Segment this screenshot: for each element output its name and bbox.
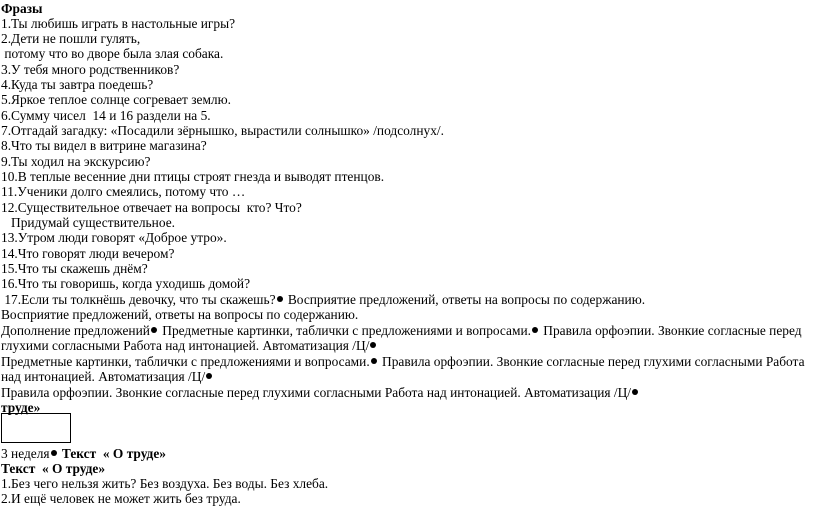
text-title: Текст « О труде» <box>1 461 106 476</box>
orthoepy-text: Правила орфоэпии. Звонкие согласные перед глухими согласными Работа над интонацией. Автоматизация /Ц/ <box>1 385 632 400</box>
perception-line: Восприятие предложений, ответы на вопросы по содержанию. <box>1 307 359 322</box>
addition-text: Дополнение предложений <box>1 323 150 338</box>
empty-box <box>1 413 71 443</box>
bullet-icon <box>532 327 538 333</box>
phrase-line: 16.Что ты говоришь, когда уходишь домой? <box>1 276 251 291</box>
week-line <box>1 446 166 461</box>
phrase-line: 14.Что говорят люди вечером? <box>1 246 175 261</box>
phrase-17-note: Восприятие предложений, ответы на вопросы по содержанию. <box>284 292 646 307</box>
phrase-line: 5.Яркое теплое солнце согревает землю. <box>1 92 231 107</box>
bullet-icon <box>632 389 638 395</box>
phrase-line: 9.Ты ходил на экскурсию? <box>1 154 151 169</box>
heading-phrases: Фразы <box>1 1 43 16</box>
bullet-icon <box>51 450 57 456</box>
week-text: 3 неделя <box>1 446 50 461</box>
phrase-line: 6.Сумму чисел 14 и 16 раздели на 5. <box>1 108 211 123</box>
labor-fragment: труде» <box>1 400 41 415</box>
continuation-line <box>1 338 378 353</box>
addition-line <box>1 323 802 338</box>
bullet-icon <box>206 373 212 379</box>
phrase-line-17 <box>1 292 645 307</box>
phrase-line: Придумай существительное. <box>1 215 175 230</box>
phrase-line: 11.Ученики долго смеялись, потому что … <box>1 184 246 199</box>
phrase-line: 15.Что ты скажешь днём? <box>1 261 148 276</box>
bullet-icon <box>370 342 376 348</box>
phrase-line: потому что во дворе была злая собака. <box>1 46 224 61</box>
phrase-line: 8.Что ты видел в витрине магазина? <box>1 138 207 153</box>
text-line: 2.И ещё человек не может жить без труда. <box>1 491 241 506</box>
phrase-line: 13.Утром люди говорят «Доброе утро». <box>1 230 227 245</box>
orthoepy-text: Правила орфоэпии. Звонкие согласные перед глухими согласными Работа <box>378 354 805 369</box>
phrase-line: 4.Куда ты завтра поедешь? <box>1 77 154 92</box>
phrase-line: 3.У тебя много родственников? <box>1 62 180 77</box>
text-line: 1.Без чего нельзя жить? Без воздуха. Без воды. Без хлеба. <box>1 476 329 491</box>
pictures-line <box>1 354 805 369</box>
phrase-line: 1.Ты любишь играть в настольные игры? <box>1 16 236 31</box>
phrase-line: 2.Дети не пошли гулять, <box>1 31 141 46</box>
continuation-text: глухими согласными Работа над интонацией. Автоматизация /Ц/ <box>1 338 370 353</box>
week-topic: Текст « О труде» <box>58 446 166 461</box>
bullet-icon <box>151 327 157 333</box>
pictures-text: Предметные картинки, таблички с предложениями и вопросами. <box>158 323 531 338</box>
continuation-text: над интонацией. Автоматизация /Ц/ <box>1 369 206 384</box>
phrase-line: 10.В теплые весенние дни птицы строят гнезда и выводят птенцов. <box>1 169 385 184</box>
orthoepy-line <box>1 385 640 400</box>
pictures-text: Предметные картинки, таблички с предложениями и вопросами. <box>1 354 370 369</box>
bullet-icon <box>371 358 377 364</box>
phrase-17-text: 17.Если ты толкнёшь девочку, что ты скажешь? <box>1 292 276 307</box>
phrase-line: 12.Существительное отвечает на вопросы кто? Что? <box>1 200 302 215</box>
orthoepy-text: Правила орфоэпии. Звонкие согласные перед <box>539 323 802 338</box>
continuation-line <box>1 369 214 384</box>
bullet-icon <box>277 296 283 302</box>
phrase-line: 7.Отгадай загадку: «Посадили зёрнышко, вырастили солнышко» /подсолнух/. <box>1 123 444 138</box>
